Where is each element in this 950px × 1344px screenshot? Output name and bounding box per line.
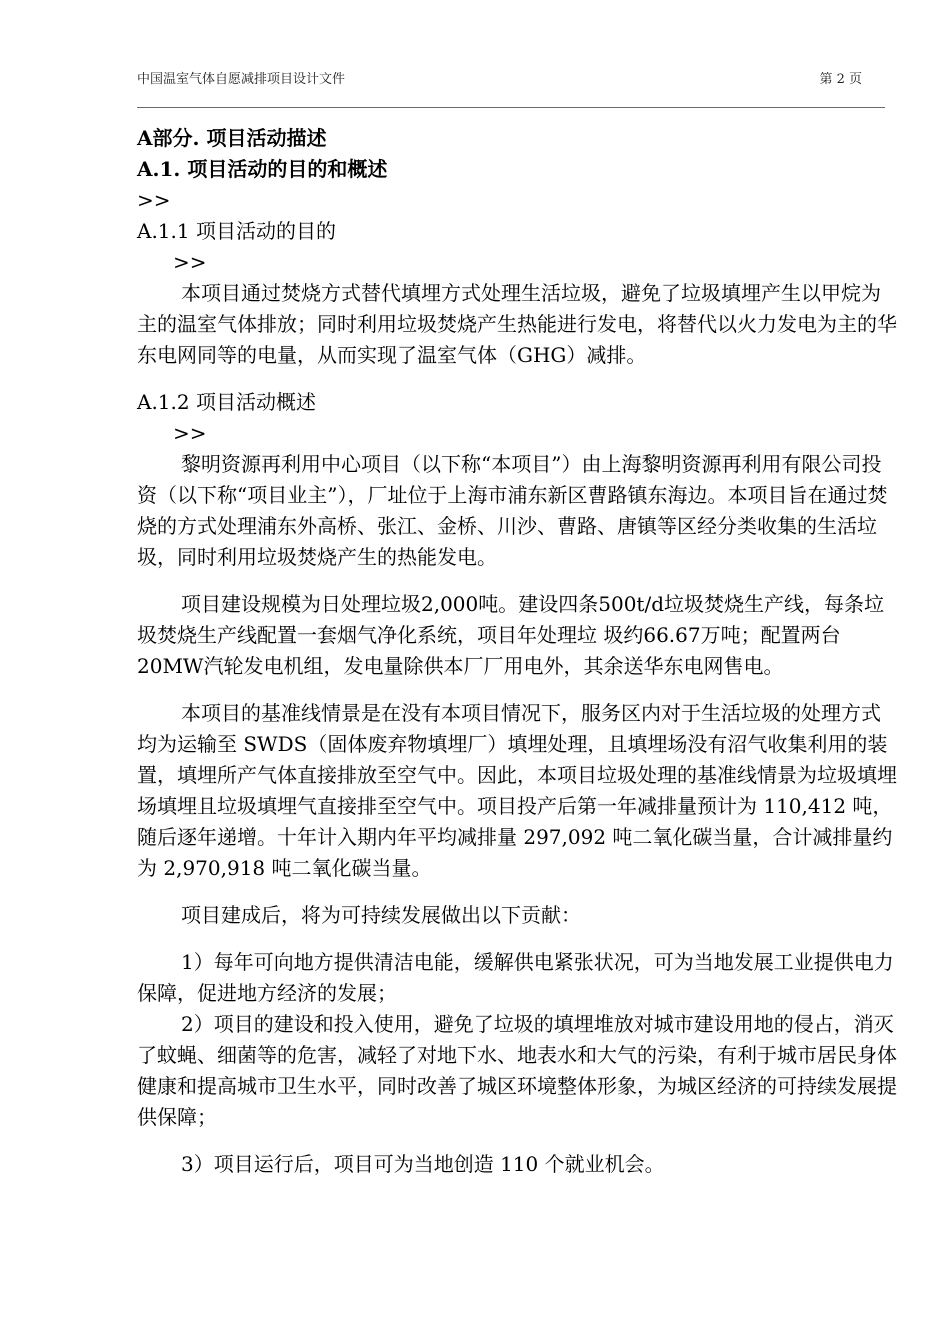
document-title: 中国温室气体自愿减排项目设计文件 bbox=[137, 72, 346, 87]
section-marker: >> bbox=[137, 188, 171, 212]
paragraph-scale: 项目建设规模为日处理垃圾2,000吨。建设四条500t/d垃圾焚烧生产线，每条垃圾焚烧生产线配置一套烟气净化系统，项目年处理垃 圾约66.67万吨；配置两台20MW汽轮发电机组，发电量除供本厂厂用电外，其余送华东电网售电。 bbox=[137, 592, 885, 678]
header-divider bbox=[137, 107, 885, 108]
paragraph-baseline: 本项目的基准线情景是在没有本项目情况下，服务区内对于生活垃圾的处理方式均为运输至 SWDS（固体废弃物填埋厂）填埋处理，且填埋场没有沼气收集利用的装置，填埋所产气体直接排放至空气中。因此，本项目垃圾处理的基准线情景为垃圾填埋场填埋且垃圾填埋气直接排至空气中。项目投产后第一年减排量预计为 110,412 吨，随后逐年递增。十年计入期内年平均减排量 297,092 吨二氧化碳当量，合计减排量约为 2,970,918 吨二氧化碳当量。 bbox=[137, 701, 897, 880]
subsection-marker: >> bbox=[173, 250, 207, 274]
list-item: 1）每年可向地方提供清洁电能，缓解供电紧张状况，可为当地发展工业提供电力保障，促进地方经济的发展； bbox=[137, 950, 894, 1005]
page-header bbox=[137, 68, 882, 92]
paragraph-purpose: 本项目通过焚烧方式替代填埋方式处理生活垃圾，避免了垃圾填埋产生以甲烷为主的温室气体排放；同时利用垃圾焚烧产生热能进行发电，将替代以火力发电为主的华东电网同等的电量，从而实现了温室气体（GHG）减排。 bbox=[137, 281, 897, 367]
paragraph-contributions: 项目建成后，将为可持续发展做出以下贡献： bbox=[181, 903, 581, 927]
section-heading: A部分. 项目活动描述 bbox=[137, 126, 327, 150]
subsection-title-a111: A.1.1 项目活动的目的 bbox=[137, 219, 336, 243]
section-subheading: A.1. 项目活动的目的和概述 bbox=[137, 157, 388, 181]
document-body bbox=[137, 123, 897, 1180]
list-item: 2）项目的建设和投入使用，避免了垃圾的填埋堆放对城市建设用地的侵占，消灭了蚊蝇、细菌等的危害，减轻了对地下水、地表水和大气的污染，有利于城市居民身体健康和提高城市卫生水平，同时改善了城区环境整体形象，为城区经济的可持续发展提供保障； bbox=[137, 1012, 897, 1129]
subsection-marker: >> bbox=[173, 421, 207, 445]
subsection-title-a112: A.1.2 项目活动概述 bbox=[137, 390, 316, 414]
list-item: 3）项目运行后，项目可为当地创造 110 个就业机会。 bbox=[181, 1152, 665, 1176]
page-number: 第 2 页 bbox=[819, 72, 862, 87]
paragraph-overview: 黎明资源再利用中心项目（以下称“本项目”）由上海黎明资源再利用有限公司投资（以下称“项目业主”），厂址位于上海市浦东新区曹路镇东海边。本项目旨在通过焚烧的方式处理浦东外高桥、张江、金桥、川沙、曹路、唐镇等区经分类收集的生活垃圾，同时利用垃圾焚烧产生的热能发电。 bbox=[137, 452, 888, 569]
